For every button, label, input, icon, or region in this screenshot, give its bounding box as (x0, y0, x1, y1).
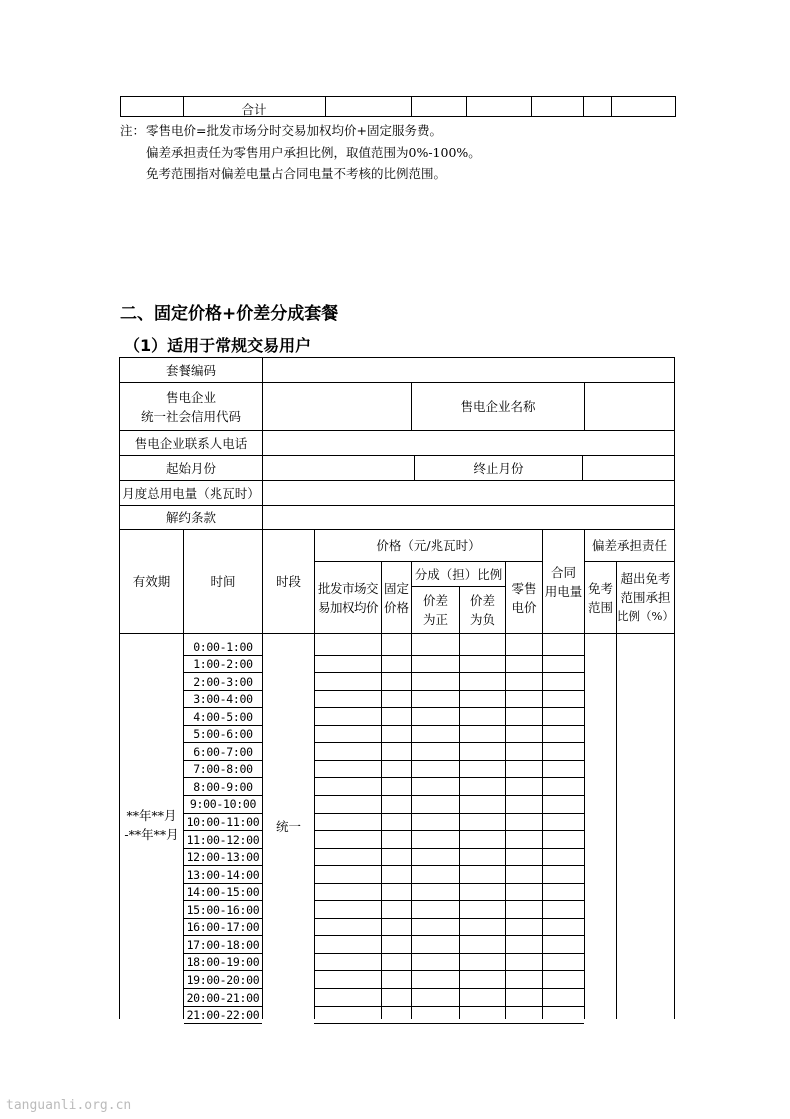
time-row-divider (184, 865, 262, 866)
price-row-divider (314, 795, 584, 796)
time-slot-label: 21:00-22:00 (186, 1008, 260, 1023)
time-row-divider (184, 760, 262, 761)
contract-usage-line-1: 合同 (550, 564, 576, 580)
time-row-divider (184, 1006, 262, 1007)
time-slot-label: 11:00-12:00 (186, 832, 260, 847)
time-row-divider (184, 742, 262, 743)
total-label: 合计 (241, 102, 267, 117)
validity-header: 有效期 (132, 574, 171, 589)
deviation-group-header: 偏差承担责任 (591, 538, 667, 553)
monthly-usage-value[interactable] (263, 481, 674, 505)
seller-credit-code-line-2: 统一社会信用代码 (140, 408, 241, 424)
fixed-price-header (382, 562, 411, 633)
contract-usage-header (543, 530, 584, 633)
retail-price-line-2: 电价 (511, 599, 537, 615)
share-ratio-header: 分成（担）比例 (414, 566, 503, 582)
fixed-price-line-2: 价格 (383, 599, 409, 615)
wholesale-price-line-2: 易加权均价 (317, 599, 378, 615)
seller-credit-code-label (120, 383, 262, 430)
note-line-2: 偏差承担责任为零售用户承担比例，取值范围为0%-100%。 (146, 145, 481, 160)
wholesale-price-line-1: 批发市场交 (317, 580, 378, 596)
seller-credit-code-value[interactable] (263, 383, 411, 430)
time-slot-label: 8:00-9:00 (193, 779, 253, 794)
seller-credit-code-line-1: 售电企业 (165, 389, 216, 405)
time-row-divider (184, 830, 262, 831)
note-line-3: 免考范围指对偏差电量占合同电量不考核的比例范围。 (146, 166, 447, 181)
price-row-divider (314, 690, 584, 691)
fixed-price-line-1: 固定 (383, 580, 409, 596)
price-row-divider (314, 883, 584, 884)
diff-negative-line-2: 为负 (469, 612, 495, 627)
termination-value[interactable] (263, 506, 674, 529)
price-row-divider (314, 830, 584, 831)
time-row-divider (184, 1023, 262, 1024)
end-month-value[interactable] (583, 456, 674, 480)
end-month-label: 终止月份 (473, 460, 524, 476)
time-row-divider (184, 690, 262, 691)
time-row-divider (184, 795, 262, 796)
start-month-label: 起始月份 (165, 460, 216, 476)
seller-contact-value[interactable] (263, 431, 674, 455)
start-month-value[interactable] (263, 456, 414, 480)
retail-price-header (506, 562, 542, 633)
period-header: 时段 (275, 574, 301, 589)
contract-usage-line-2: 用电量 (544, 583, 583, 599)
time-row-divider (184, 988, 262, 989)
price-group-header: 价格（元/兆瓦时） (376, 538, 481, 553)
time-row-divider (184, 777, 262, 778)
time-row-divider (184, 918, 262, 919)
time-row-divider (184, 813, 262, 814)
time-row-divider (184, 953, 262, 954)
exempt-range-line-1: 免考 (587, 580, 613, 596)
time-row-divider (184, 883, 262, 884)
package-code-label: 套餐编码 (165, 362, 216, 378)
termination-label: 解约条款 (165, 510, 216, 525)
price-row-divider (314, 953, 584, 954)
price-row-divider (314, 742, 584, 743)
price-row-divider (314, 760, 584, 761)
time-row-divider (184, 725, 262, 726)
price-row-divider (314, 813, 584, 814)
time-slot-label: 13:00-14:00 (186, 867, 260, 882)
price-row-divider (314, 655, 584, 656)
time-slot-label: 2:00-3:00 (193, 674, 253, 689)
price-row-divider (314, 970, 584, 971)
price-row-divider (314, 918, 584, 919)
retail-price-line-1: 零售 (511, 580, 537, 596)
price-row-divider (314, 900, 584, 901)
section-heading: 二、固定价格+价差分成套餐 (120, 304, 339, 324)
price-row-divider (314, 1023, 584, 1024)
validity-line-1: **年**月 (126, 808, 177, 823)
exceed-ratio-line-2: 范围承担 (620, 590, 671, 605)
time-slot-label: 10:00-11:00 (186, 815, 260, 829)
time-row-divider (184, 655, 262, 656)
diff-negative-line-1: 价差 (469, 593, 495, 608)
time-slot-label: 19:00-20:00 (186, 972, 260, 987)
time-row-divider (184, 848, 262, 849)
price-row-divider (314, 1006, 584, 1007)
time-row-divider (184, 935, 262, 936)
seller-contact-label: 售电企业联系人电话 (134, 435, 248, 451)
exceed-ratio-line-3: 比例（%） (617, 609, 674, 623)
time-slot-label: 4:00-5:00 (193, 709, 253, 724)
time-slot-label: 7:00-8:00 (193, 762, 253, 777)
time-slot-label: 3:00-4:00 (193, 692, 253, 707)
time-row-divider (184, 970, 262, 971)
price-row-divider (314, 935, 584, 936)
watermark: tanguanli.org.cn (6, 1098, 132, 1113)
package-code-value[interactable] (263, 358, 674, 382)
exceed-ratio-line-1: 超出免考 (620, 571, 671, 586)
section-subheading: （1）适用于常规交易用户 (124, 336, 312, 355)
time-slot-label: 6:00-7:00 (193, 744, 253, 759)
time-slot-label: 18:00-19:00 (186, 955, 260, 970)
exempt-range-header (585, 562, 616, 633)
time-row-divider (184, 900, 262, 901)
time-slot-label: 12:00-13:00 (186, 850, 260, 865)
validity-line-2: -**年**月 (124, 827, 179, 842)
price-row-divider (314, 725, 584, 726)
price-row-divider (314, 848, 584, 849)
wholesale-price-header (315, 562, 381, 633)
time-slot-label: 20:00-21:00 (186, 990, 260, 1005)
diff-positive-line-2: 为正 (422, 612, 448, 627)
time-slot-label: 17:00-18:00 (186, 937, 260, 952)
monthly-usage-label: 月度总用电量（兆瓦时） (122, 485, 260, 501)
price-row-divider (314, 865, 584, 866)
note-line-1: 零售电价=批发市场分时交易加权均价+固定服务费。 (146, 123, 442, 138)
time-row-divider (184, 672, 262, 673)
exceed-ratio-header (617, 562, 674, 633)
price-row-divider (314, 707, 584, 708)
diff-positive-line-1: 价差 (422, 593, 448, 608)
time-header: 时间 (210, 574, 236, 589)
time-slot-label: 16:00-17:00 (186, 920, 260, 935)
note-prefix: 注： (120, 123, 146, 138)
price-row-divider (314, 777, 584, 778)
price-row-divider (314, 988, 584, 989)
time-row-divider (184, 707, 262, 708)
exempt-range-line-2: 范围 (587, 599, 613, 615)
time-slot-label: 9:00-10:00 (189, 797, 257, 812)
diff-positive-header (412, 587, 459, 633)
validity-value (120, 800, 183, 850)
time-slot-label: 1:00-2:00 (193, 657, 253, 672)
time-slot-label: 15:00-16:00 (186, 902, 260, 917)
seller-name-value[interactable] (585, 383, 674, 430)
period-value: 统一 (275, 818, 301, 834)
seller-name-label: 售电企业名称 (460, 399, 536, 414)
diff-negative-header (460, 587, 505, 633)
time-slot-label: 0:00-1:00 (193, 639, 253, 654)
time-slot-label: 5:00-6:00 (193, 727, 253, 742)
price-row-divider (314, 672, 584, 673)
time-slot-label: 14:00-15:00 (186, 885, 260, 900)
